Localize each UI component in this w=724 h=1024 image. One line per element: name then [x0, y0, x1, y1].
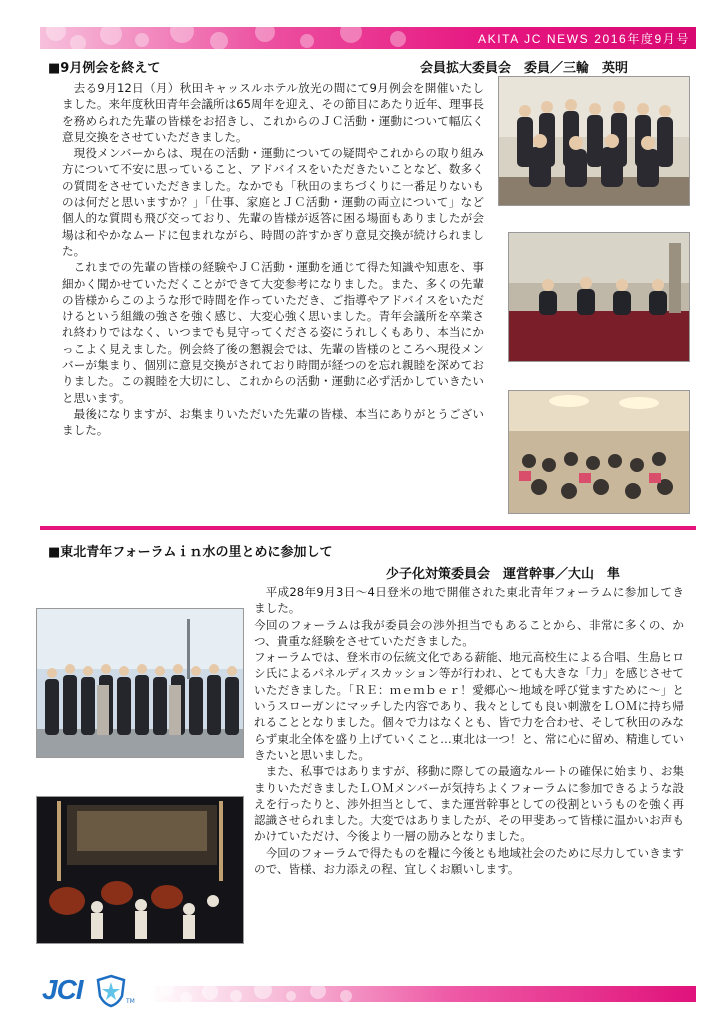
decorative-bubble — [46, 27, 66, 41]
decorative-bubble — [135, 33, 149, 47]
article2-paragraph: 平成28年9月3日～4日登米の地で開催された東北青年フォーラムに参加してきました。 — [254, 585, 684, 616]
panel-discussion-photo — [508, 232, 690, 362]
decorative-bubble — [230, 990, 242, 1002]
decorative-bubble — [170, 27, 194, 43]
article2-paragraph: 今回のフォーラムは我が委員会の渉外担当でもあることから、非常に多くの、かつ、貴重な経験をさせていただきました。 — [254, 617, 684, 648]
decorative-bubble — [254, 986, 272, 999]
article1-byline: 会員拡大委員会 委員／三輪 英明 — [420, 61, 629, 76]
article2-byline: 少子化対策委員会 運営幹事／大山 隼 — [386, 567, 621, 582]
article2-heading: ■東北青年フォーラムｉｎ水の里とめに参加して — [48, 545, 333, 560]
article2-paragraph: また、私事ではありますが、移動に際しての最適なルートの確保に始まり、お集まりいただきましたＬＯＭメンバーが気持ちよくフォーラムに参加できるような設えを行ったりと、渉外担当として、また運営幹事としての役割というものを強く再認識させられました。大変ではありましたが、その甲斐あって皆様に温かいお声もかけていただけ、今後より一層の励みとなりました。 — [254, 764, 684, 844]
decorative-bubble — [100, 27, 122, 45]
decorative-bubble — [340, 27, 362, 43]
section-divider — [40, 526, 696, 530]
banquet-hall-photo — [508, 390, 690, 514]
article2-paragraph: 今回のフォーラムで得たものを糧に今後とも地域社会のために尽力していきますので、皆様、お力添えの程、宜しくお願いします。 — [254, 845, 684, 877]
forum-group-photo — [36, 608, 244, 758]
newsletter-title: AKITA JC NEWS 2016年度9月号 — [478, 32, 690, 46]
article1-body — [62, 80, 484, 439]
footer-band — [150, 986, 696, 1002]
article2-paragraph: フォーラムでは、登米市の伝統文化である薪能、地元高校生による合唱、生島ヒロシ氏によるパネルディスカッション等が行われ、とても大きな「力」を感じさせていただきました。「ＲＥ：ｍｅｍｂｅｒ！愛郷心～地域を呼び覚ますために～」というスローガンにマッチした内容であり、我々としても良い刺激をＬＯＭに持ち帰れることとなりました。個々で力はなくとも、皆で力を合わせ、そして秋田のみならず東北全体を盛り上げていくこと…東北は一つ！と、常に心に留め、精進していきたいと思いました。 — [254, 650, 684, 762]
jci-emblem-icon — [96, 974, 126, 1008]
decorative-bubble — [390, 31, 406, 47]
header-band — [40, 27, 696, 49]
article1-paragraph: これまでの先輩の皆様の経験やＪＣ活動・運動を通じて得た知識や知恵を、事細かく聞かせていただくことができて大変参考になりました。また、多くの先輩の皆様からこのような形で時間を作っていただき、ご指導やアドバイスをいただけるという組織の強さを強く感じ、大変心強く思いました。青年会議所を卒業され終わりではなく、いつまでも見守ってくださる姿にうれしくもあり、本当にかっこよく見えました。例会終了後の懇親会では、先輩の皆様のところへ現役メンバーが集まり、個別に意見交換がされており時間が経つのを忘れ親睦を深めておりました。この親睦を大切にし、これからの活動・運動に必ず活かしていきたいと思います。 — [62, 260, 484, 405]
trademark-mark: TM — [126, 998, 135, 1005]
jci-logo — [42, 972, 152, 1012]
group-photo-seated — [498, 76, 690, 206]
decorative-bubble — [70, 35, 86, 49]
article2-body — [254, 584, 684, 877]
article1-paragraph: 現役メンバーからは、現在の活動・運動についての疑問やこれからの取り組み方について不安に思っていること、アドバイスをいただきたいことなど、数多くの質問をさせていただきました。なかでも「秋田のまちづくりに一番足りないものは何だと思いますか？」「仕事、家庭とＪＣ活動・運動の両立について」など個人的な質問も飛び交っており、先輩の皆様が返答に困る場面もありましたが会場は和やかなムードに包まれながら、時間の許すかぎり意見交換が続けられました。 — [62, 146, 484, 258]
decorative-bubble — [210, 32, 228, 49]
decorative-bubble — [286, 991, 296, 1001]
decorative-bubble — [300, 34, 314, 48]
festival-drum-photo — [36, 796, 244, 944]
decorative-bubble — [255, 27, 275, 42]
decorative-bubble — [202, 986, 218, 1000]
decorative-bubble — [180, 992, 192, 1002]
article1-heading: ■9月例会を終えて — [48, 61, 161, 76]
article1-paragraph: 去る9月12日（月）秋田キャッスルホテル放光の間にて9月例会を開催いたしました。来年度秋田青年会議所は65周年を迎え、その節目にあたり近年、理事長を務められた先輩の皆様をお招きし、これからのＪＣ活動・運動について幅広く意見交換をさせていただきました。 — [62, 81, 484, 144]
decorative-bubble — [310, 986, 326, 999]
article1-paragraph: 最後になりますが、お集まりいただいた先輩の皆様、本当にありがとうございました。 — [62, 406, 484, 438]
decorative-bubble — [160, 986, 174, 996]
jci-logo-text: JCI — [42, 974, 83, 1005]
decorative-bubble — [340, 990, 352, 1002]
